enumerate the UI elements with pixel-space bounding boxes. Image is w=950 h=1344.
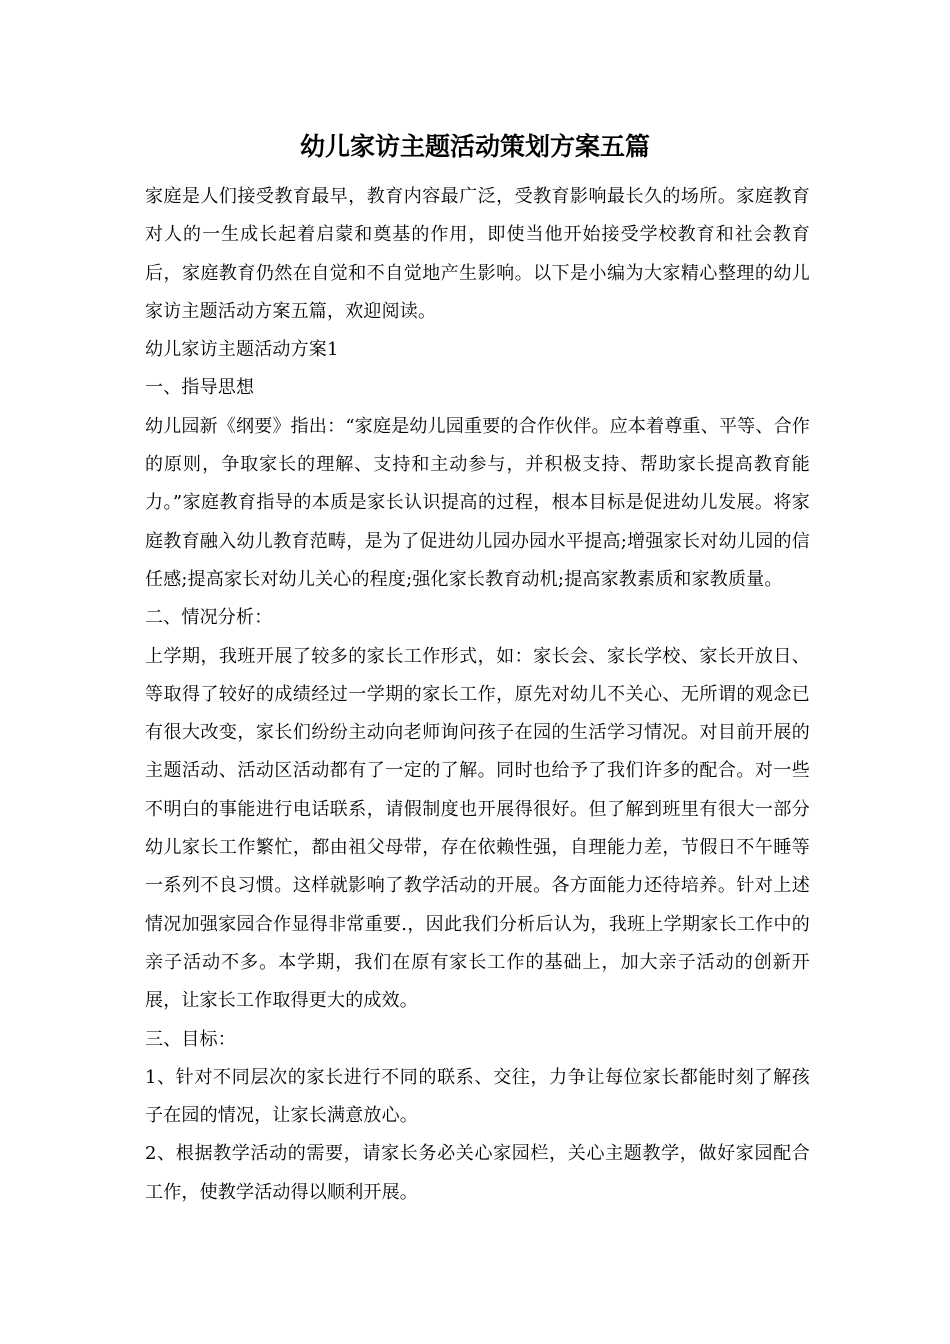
intro-paragraph: 家庭是人们接受教育最早，教育内容最广泛，受教育影响最长久的场所。家庭教育对人的一生成长起着启蒙和奠基的作用，即使当他开始接受学校教育和社会教育后，家庭教育仍然在自觉和不自觉地产生影响。以下是小编为大家精心整理的幼儿家访主题活动方案五篇，欢迎阅读。 [145,186,810,322]
goal-item-2: 2、根据教学活动的需要，请家长务必关心家园栏，关心主题教学，做好家园配合工作，使教学活动得以顺利开展。 [145,1143,810,1203]
goal-item-1: 1、针对不同层次的家长进行不同的联系、交往，力争让每位家长都能时刻了解孩子在园的情况，让家长满意放心。 [145,1066,810,1127]
document-title: 幼儿家访主题活动策划方案五篇 [299,132,650,161]
document-body [145,178,810,1212]
section-heading-plan-1: 幼儿家访主题活动方案1 [145,339,339,361]
section-heading-goals: 三、目标： [145,1028,236,1050]
situation-analysis-paragraph: 上学期，我班开展了较多的家长工作形式，如：家长会、家长学校、家长开放日、等取得了较好的成绩经过一学期的家长工作，原先对幼儿不关心、无所谓的观念已有很大改变，家长们纷纷主动向老师询问孩子在园的生活学习情况。对目前开展的主题活动、活动区活动都有了一定的了解。同时也给予了我们许多的配合。对一些不明白的事能进行电话联系，请假制度也开展得很好。但了解到班里有很大一部分幼儿家长工作繁忙，都由祖父母带，存在依赖性强，自理能力差，节假日不午睡等一系列不良习惯。这样就影响了教学活动的开展。各方面能力还待培养。针对上述情况加强家园合作显得非常重要.，因此我们分析后认为，我班上学期家长工作中的亲子活动不多。本学期，我们在原有家长工作的基础上，加大亲子活动的创新开展，让家长工作取得更大的成效。 [145,645,810,1012]
section-heading-situation-analysis: 二、情况分析： [145,607,273,629]
section-heading-guiding-idea: 一、指导思想 [145,377,255,399]
guiding-idea-paragraph: 幼儿园新《纲要》指出：“家庭是幼儿园重要的合作伙伴。应本着尊重、平等、合作的原则，争取家长的理解、支持和主动参与，并积极支持、帮助家长提高教育能力。”家庭教育指导的本质是家长认识提高的过程，根本目标是促进幼儿发展。将家庭教育融入幼儿教育范畴，是为了促进幼儿园办园水平提高;增强家长对幼儿园的信任感;提高家长对幼儿关心的程度;强化家长教育动机;提高家教素质和家教质量。 [145,415,810,590]
